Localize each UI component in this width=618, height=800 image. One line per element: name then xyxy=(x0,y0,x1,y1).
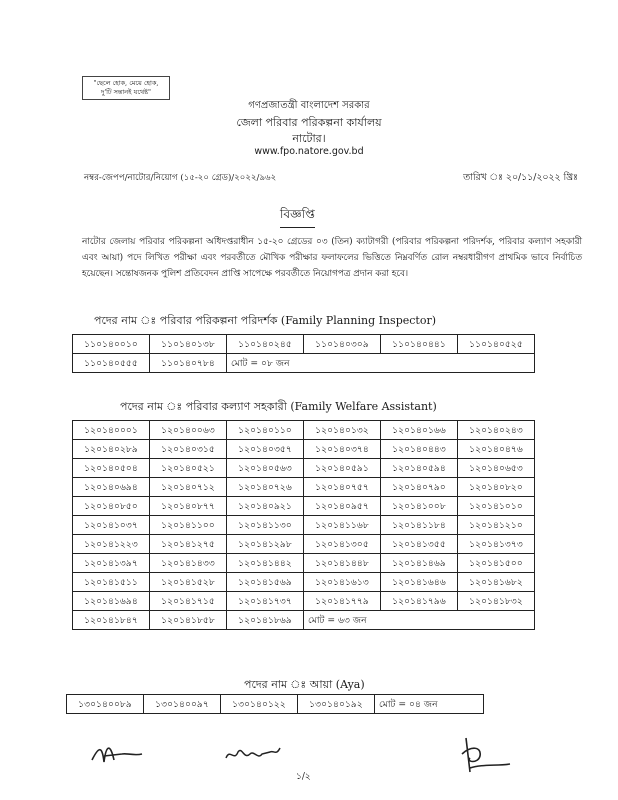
roll-cell: ১২০১৪০৭৫৭ xyxy=(304,478,381,497)
roll-cell: ১২০১৪১১৮৪ xyxy=(381,516,458,535)
table-row xyxy=(73,421,535,440)
roll-cell: ১২০১৪০৯৫৭ xyxy=(304,497,381,516)
roll-cell: ১২০১৪০২৪৩ xyxy=(458,421,535,440)
roll-cell: ১২০১৪১৮৫৮ xyxy=(150,611,227,630)
roll-cell: ১১০১৪০৩০৯ xyxy=(304,335,381,354)
roll-cell: ১২০১৪১৪৩৩ xyxy=(150,554,227,573)
roll-cell: ১২০১৪১৬৮২ xyxy=(458,573,535,592)
roll-cell: ১২০১৪১৩৭৩ xyxy=(458,535,535,554)
roll-cell: ১২০১৪১২৯৮ xyxy=(227,535,304,554)
roll-cell: ১২০১৪০৫৯৪ xyxy=(381,459,458,478)
roll-cell: ১২০১৪০৫৬৩ xyxy=(227,459,304,478)
roll-cell: ১২০১৪০১৬৬ xyxy=(381,421,458,440)
roll-cell: ১২০১৪০৭৯০ xyxy=(381,478,458,497)
roll-cell: ১২০১৪০১৩২ xyxy=(304,421,381,440)
roll-cell: ১২০১৪০৪৭৬ xyxy=(458,440,535,459)
motto-box xyxy=(82,76,170,100)
roll-cell: ১২০১৪১৬৯৪ xyxy=(73,592,150,611)
roll-cell: ১২০১৪০১১০ xyxy=(227,421,304,440)
signature-middle xyxy=(222,740,286,770)
roll-cell: ১২০১৪০৫২১ xyxy=(150,459,227,478)
roll-cell: ১২০১৪১২৭৫ xyxy=(150,535,227,554)
roll-cell: ১২০১৪১৭৯৬ xyxy=(381,592,458,611)
notice-title: বিজ্ঞপ্তি xyxy=(280,206,315,228)
roll-cell: ১২০১৪০৮৫০ xyxy=(73,497,150,516)
notice-body: নাটোর জেলায় পরিবার পরিকল্পনা অধিদপ্তরাধীন ১৫-২০ গ্রেডের ০৩ (তিন) ক্যাটাগরী (পরিবার পরিকল্পনা পরিদর্শক, পরিবার কল্যাণ সহকারী এবং আয়া) পদে লিখিত পরীক্ষা এবং পরবর্তীতে মৌখিক পরীক্ষার ফলাফলের ভিত্তিতে নিম্নবর্ণিত রোল নম্বরধারীগণ প্রাথমিক ভাবে নির্বাচিত হয়েছেন। সন্তোষজনক পুলিশ প্রতিবেদন প্রাপ্তি সাপেক্ষে পরবর্তীতে নিয়োগপত্র প্রদান করা হবে। xyxy=(82,237,582,279)
roll-cell: ১১০১৪০১৩৮ xyxy=(150,335,227,354)
roll-cell: ১২০১৪১৪৪২ xyxy=(227,554,304,573)
roll-cell: ১২০১৪০৮২০ xyxy=(458,478,535,497)
total-cell: মোট = ৬৩ জন xyxy=(304,611,535,630)
table-row xyxy=(73,478,535,497)
roll-cell: ১২০১৪১৮৩২ xyxy=(458,592,535,611)
roll-cell: ১২০১৪০৩৫৭ xyxy=(227,440,304,459)
total-cell: মোট = ০৮ জন xyxy=(227,354,535,373)
section-title-aya: পদের নাম ঃ আয়া (Aya) xyxy=(244,678,365,691)
motto-line-2: দু'টি সন্তানই যথেষ্ট" xyxy=(100,88,152,96)
roll-cell: ১২০১৪১৩৯৭ xyxy=(73,554,150,573)
table-row xyxy=(73,611,535,630)
roll-cell: ১২০১৪০৩৭৪ xyxy=(304,440,381,459)
roll-cell: ১২০১৪১০১০ xyxy=(458,497,535,516)
roll-cell: ১২০১৪১৭১৫ xyxy=(150,592,227,611)
roll-cell: ১২০১৪১৫০০ xyxy=(458,554,535,573)
roll-cell: ১১০১৪০৫৫৫ xyxy=(73,354,150,373)
roll-cell: ১২০১৪০৫০৪ xyxy=(73,459,150,478)
roll-cell: ১২০১৪০৬৫৩ xyxy=(458,459,535,478)
roll-cell: ১২০১৪০০৬৩ xyxy=(150,421,227,440)
roll-cell: ১৩০১৪০০৮৯ xyxy=(67,695,144,714)
total-cell: মোট = ০৪ জন xyxy=(375,695,484,714)
roll-cell: ১১০১৪০০১০ xyxy=(73,335,150,354)
roll-table-fpi xyxy=(72,334,535,373)
roll-cell: ১২০১৪০৭১২ xyxy=(150,478,227,497)
roll-cell: ১২০১৪০৭২৬ xyxy=(227,478,304,497)
signature-left xyxy=(88,738,148,772)
roll-cell: ১২০১৪১০০৮ xyxy=(381,497,458,516)
roll-cell: ১২০১৪১৮৪৭ xyxy=(73,611,150,630)
section-title-fpi: পদের নাম ঃ পরিবার পরিকল্পনা পরিদর্শক (Family Planning Inspector) xyxy=(94,314,436,327)
roll-cell: ১২০১৪১৩৫৫ xyxy=(381,535,458,554)
roll-cell: ১২০১৪১২১০ xyxy=(458,516,535,535)
roll-cell: ১২০১৪১১০০ xyxy=(150,516,227,535)
roll-table-fwa xyxy=(72,420,535,630)
roll-cell: ১২০১৪১১৬৮ xyxy=(304,516,381,535)
memo-date: তারিখ ঃ ২০/১১/২০২২ খ্রিঃ xyxy=(463,172,578,183)
roll-cell: ১২০১৪১৪৪৮ xyxy=(304,554,381,573)
roll-table-aya xyxy=(66,694,484,714)
roll-cell: ১২০১৪০৪৪৩ xyxy=(381,440,458,459)
table-row xyxy=(73,354,535,373)
roll-cell: ১২০১৪১১৩০ xyxy=(227,516,304,535)
table-row xyxy=(73,573,535,592)
government-name: গণপ্রজাতন্ত্রী বাংলাদেশ সরকার xyxy=(248,100,370,111)
roll-cell: ১২০১৪১৬১৩ xyxy=(304,573,381,592)
roll-cell: ১২০১৪১২২৩ xyxy=(73,535,150,554)
roll-cell: ১২০১৪১৭৩৭ xyxy=(227,592,304,611)
table-row xyxy=(73,335,535,354)
roll-cell: ১২০১৪১৭৭৯ xyxy=(304,592,381,611)
roll-cell: ১১০১৪০৫২৫ xyxy=(458,335,535,354)
roll-cell: ১২০১৪১৮৬৯ xyxy=(227,611,304,630)
roll-cell: ১১০১৪০৪৪১ xyxy=(381,335,458,354)
roll-cell: ১২০১৪১৫২৮ xyxy=(150,573,227,592)
roll-cell: ১২০১৪০০০১ xyxy=(73,421,150,440)
roll-cell: ১২০১৪১০৩৭ xyxy=(73,516,150,535)
roll-cell: ১২০১৪০৫৯১ xyxy=(304,459,381,478)
website-link[interactable]: www.fpo.natore.gov.bd xyxy=(254,146,364,157)
table-row xyxy=(73,516,535,535)
office-name: জেলা পরিবার পরিকল্পনা কার্যালয় xyxy=(236,116,382,129)
table-row xyxy=(73,592,535,611)
table-row xyxy=(73,440,535,459)
roll-cell: ১১০১৪০৭৮৪ xyxy=(150,354,227,373)
district-name: নাটোর। xyxy=(292,132,326,145)
roll-cell: ১২০১৪১৫১১ xyxy=(73,573,150,592)
roll-cell: ১২০১৪০৯২১ xyxy=(227,497,304,516)
table-row xyxy=(67,695,484,714)
roll-cell: ১৩০১৪০০৯৭ xyxy=(144,695,221,714)
roll-cell: ১২০১৪১৪৬৯ xyxy=(381,554,458,573)
roll-cell: ১৩০১৪০১৯২ xyxy=(298,695,375,714)
memo-number: নম্বর-জেপপ/নাটোর/নিয়োগ (১৫-২০ গ্রেড)/২০২২/৯৬২ xyxy=(84,173,277,183)
roll-cell: ১২০১৪১৬৪৬ xyxy=(381,573,458,592)
table-row xyxy=(73,459,535,478)
roll-cell: ১২০১৪০২৮৯ xyxy=(73,440,150,459)
roll-cell: ১২০১৪১৩০৫ xyxy=(304,535,381,554)
roll-cell: ১২০১৪০৩১৫ xyxy=(150,440,227,459)
section-title-fwa: পদের নাম ঃ পরিবার কল্যাণ সহকারী (Family Welfare Assistant) xyxy=(120,400,437,413)
signature-right xyxy=(452,732,522,778)
roll-cell: ১২০১৪১৫৬৯ xyxy=(227,573,304,592)
roll-cell: ১৩০১৪০১২২ xyxy=(221,695,298,714)
roll-cell: ১১০১৪০২৪৫ xyxy=(227,335,304,354)
table-row xyxy=(73,554,535,573)
roll-cell: ১২০১৪০৬৯৪ xyxy=(73,478,150,497)
motto-line-1: "ছেলে হোক, মেয়ে হোক, xyxy=(93,79,159,87)
table-row xyxy=(73,497,535,516)
page-number: ১/২ xyxy=(296,772,311,782)
table-row xyxy=(73,535,535,554)
roll-cell: ১২০১৪০৮৭৭ xyxy=(150,497,227,516)
